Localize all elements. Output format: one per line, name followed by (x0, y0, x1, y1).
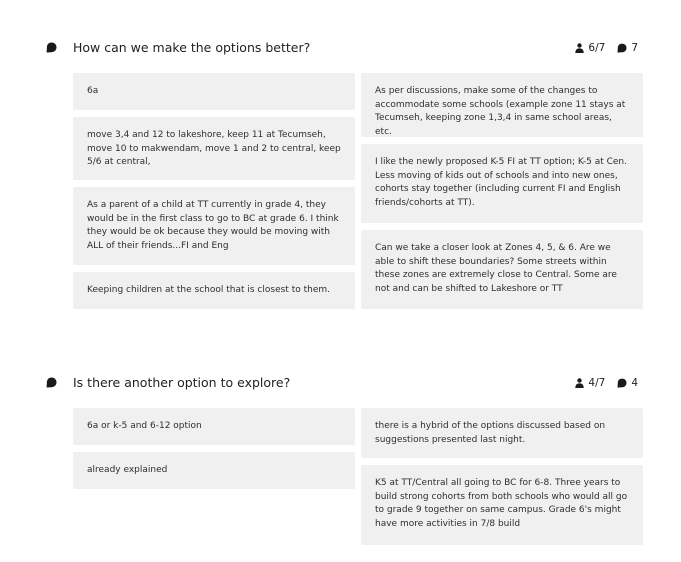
response-card[interactable]: there is a hybrid of the options discussed based on suggestions presented last night. (361, 408, 643, 458)
question-stats (575, 375, 638, 391)
person-icon (575, 43, 584, 53)
response-card[interactable]: already explained (73, 452, 355, 489)
speech-bubble-icon (46, 42, 57, 53)
response-card[interactable]: K5 at TT/Central all going to BC for 6-8. Three years to build strong cohorts from both schools who would all go to grade 9 together on same campus. Grade 6's might have more activities in 7/8 build (361, 465, 643, 545)
right-column (361, 408, 643, 552)
left-column (73, 408, 355, 496)
participants-count: 6/7 (588, 42, 606, 54)
chat-bubble-icon (617, 43, 627, 53)
response-card[interactable]: I like the newly proposed K-5 FI at TT option; K-5 at Cen. Less moving of kids out of schools and into new ones, cohorts stay together (including current FI and English friends/cohorts at TT). (361, 144, 643, 223)
response-card[interactable]: 6a or k-5 and 6-12 option (73, 408, 355, 445)
responses-stat (617, 377, 638, 389)
responses-stat (617, 42, 638, 54)
response-card[interactable]: Can we take a closer look at Zones 4, 5, & 6. Are we able to shift these boundaries? Some streets within these zones are extremely close to Central. Some are not and can be shifted to Lakeshore or TT (361, 230, 643, 309)
question-header (46, 39, 646, 59)
question-header (46, 374, 646, 394)
question-title: How can we make the options better? (73, 40, 311, 55)
right-column (361, 73, 643, 316)
response-card[interactable]: 6a (73, 73, 355, 110)
participants-count: 4/7 (588, 377, 606, 389)
chat-bubble-icon (617, 378, 627, 388)
speech-bubble-icon (46, 377, 57, 388)
left-column (73, 73, 355, 316)
response-card[interactable]: move 3,4 and 12 to lakeshore, keep 11 at Tecumseh, move 10 to makwendam, move 1 and 2 to central, keep 5/6 at central, (73, 117, 355, 180)
person-icon (575, 378, 584, 388)
participants-stat (575, 377, 605, 389)
question-stats (575, 40, 638, 56)
response-card[interactable]: As per discussions, make some of the changes to accommodate some schools (example zone 11 stays at Tecumseh, keeping zone 1,3,4 in same school areas, etc. (361, 73, 643, 137)
responses-count: 4 (631, 377, 638, 389)
response-card[interactable]: As a parent of a child at TT currently in grade 4, they would be in the first class to go to BC at grade 6. I think they would be ok because they would be moving with ALL of their friends...FI and Eng (73, 187, 355, 265)
participants-stat (575, 42, 605, 54)
responses-count: 7 (631, 42, 638, 54)
question-title: Is there another option to explore? (73, 375, 291, 390)
response-card[interactable]: Keeping children at the school that is closest to them. (73, 272, 355, 309)
